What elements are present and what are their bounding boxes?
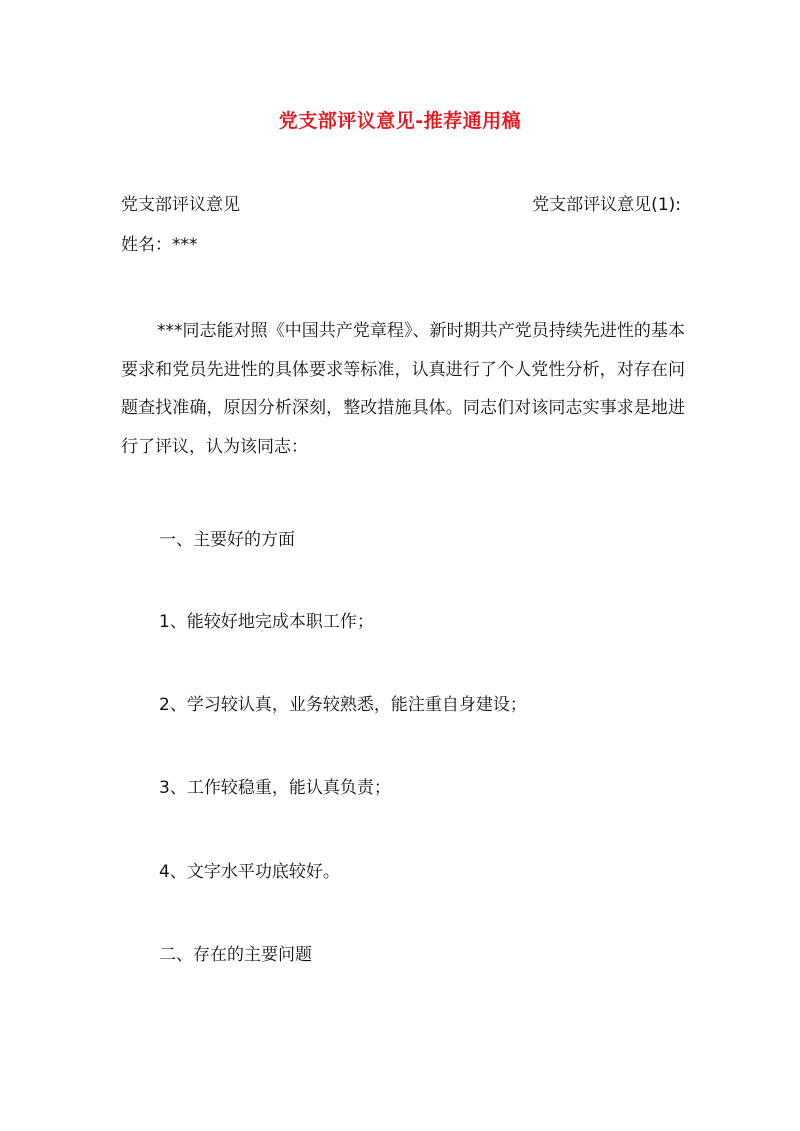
list-item: 1、能较好地完成本职工作； — [159, 612, 374, 632]
header-right-text: 党支部评议意见(1): — [532, 195, 681, 215]
header-left-text: 党支部评议意见 — [121, 195, 240, 215]
intro-paragraph: ***同志能对照《中国共产党章程》、新时期共产党员持续先进性的基本要求和党员先进性的具体要求等标准，认真进行了个人党性分析，对存在问题查找准确，原因分析深刻，整改措施具体。同志们对该同志实事求是地进行了评议，认为该同志： — [121, 321, 685, 457]
section-one-heading: 一、主要好的方面 — [159, 530, 295, 550]
list-item: 2、学习较认真，业务较熟悉，能注重自身建设； — [159, 695, 527, 715]
list-item: 3、工作较稳重，能认真负责； — [159, 778, 391, 798]
list-item: 4、文字水平功底较好。 — [159, 862, 340, 882]
document-title: 党支部评议意见-推荐通用稿 — [278, 110, 522, 132]
section-two-heading: 二、存在的主要问题 — [159, 945, 312, 965]
name-line: 姓名：*** — [121, 235, 198, 255]
